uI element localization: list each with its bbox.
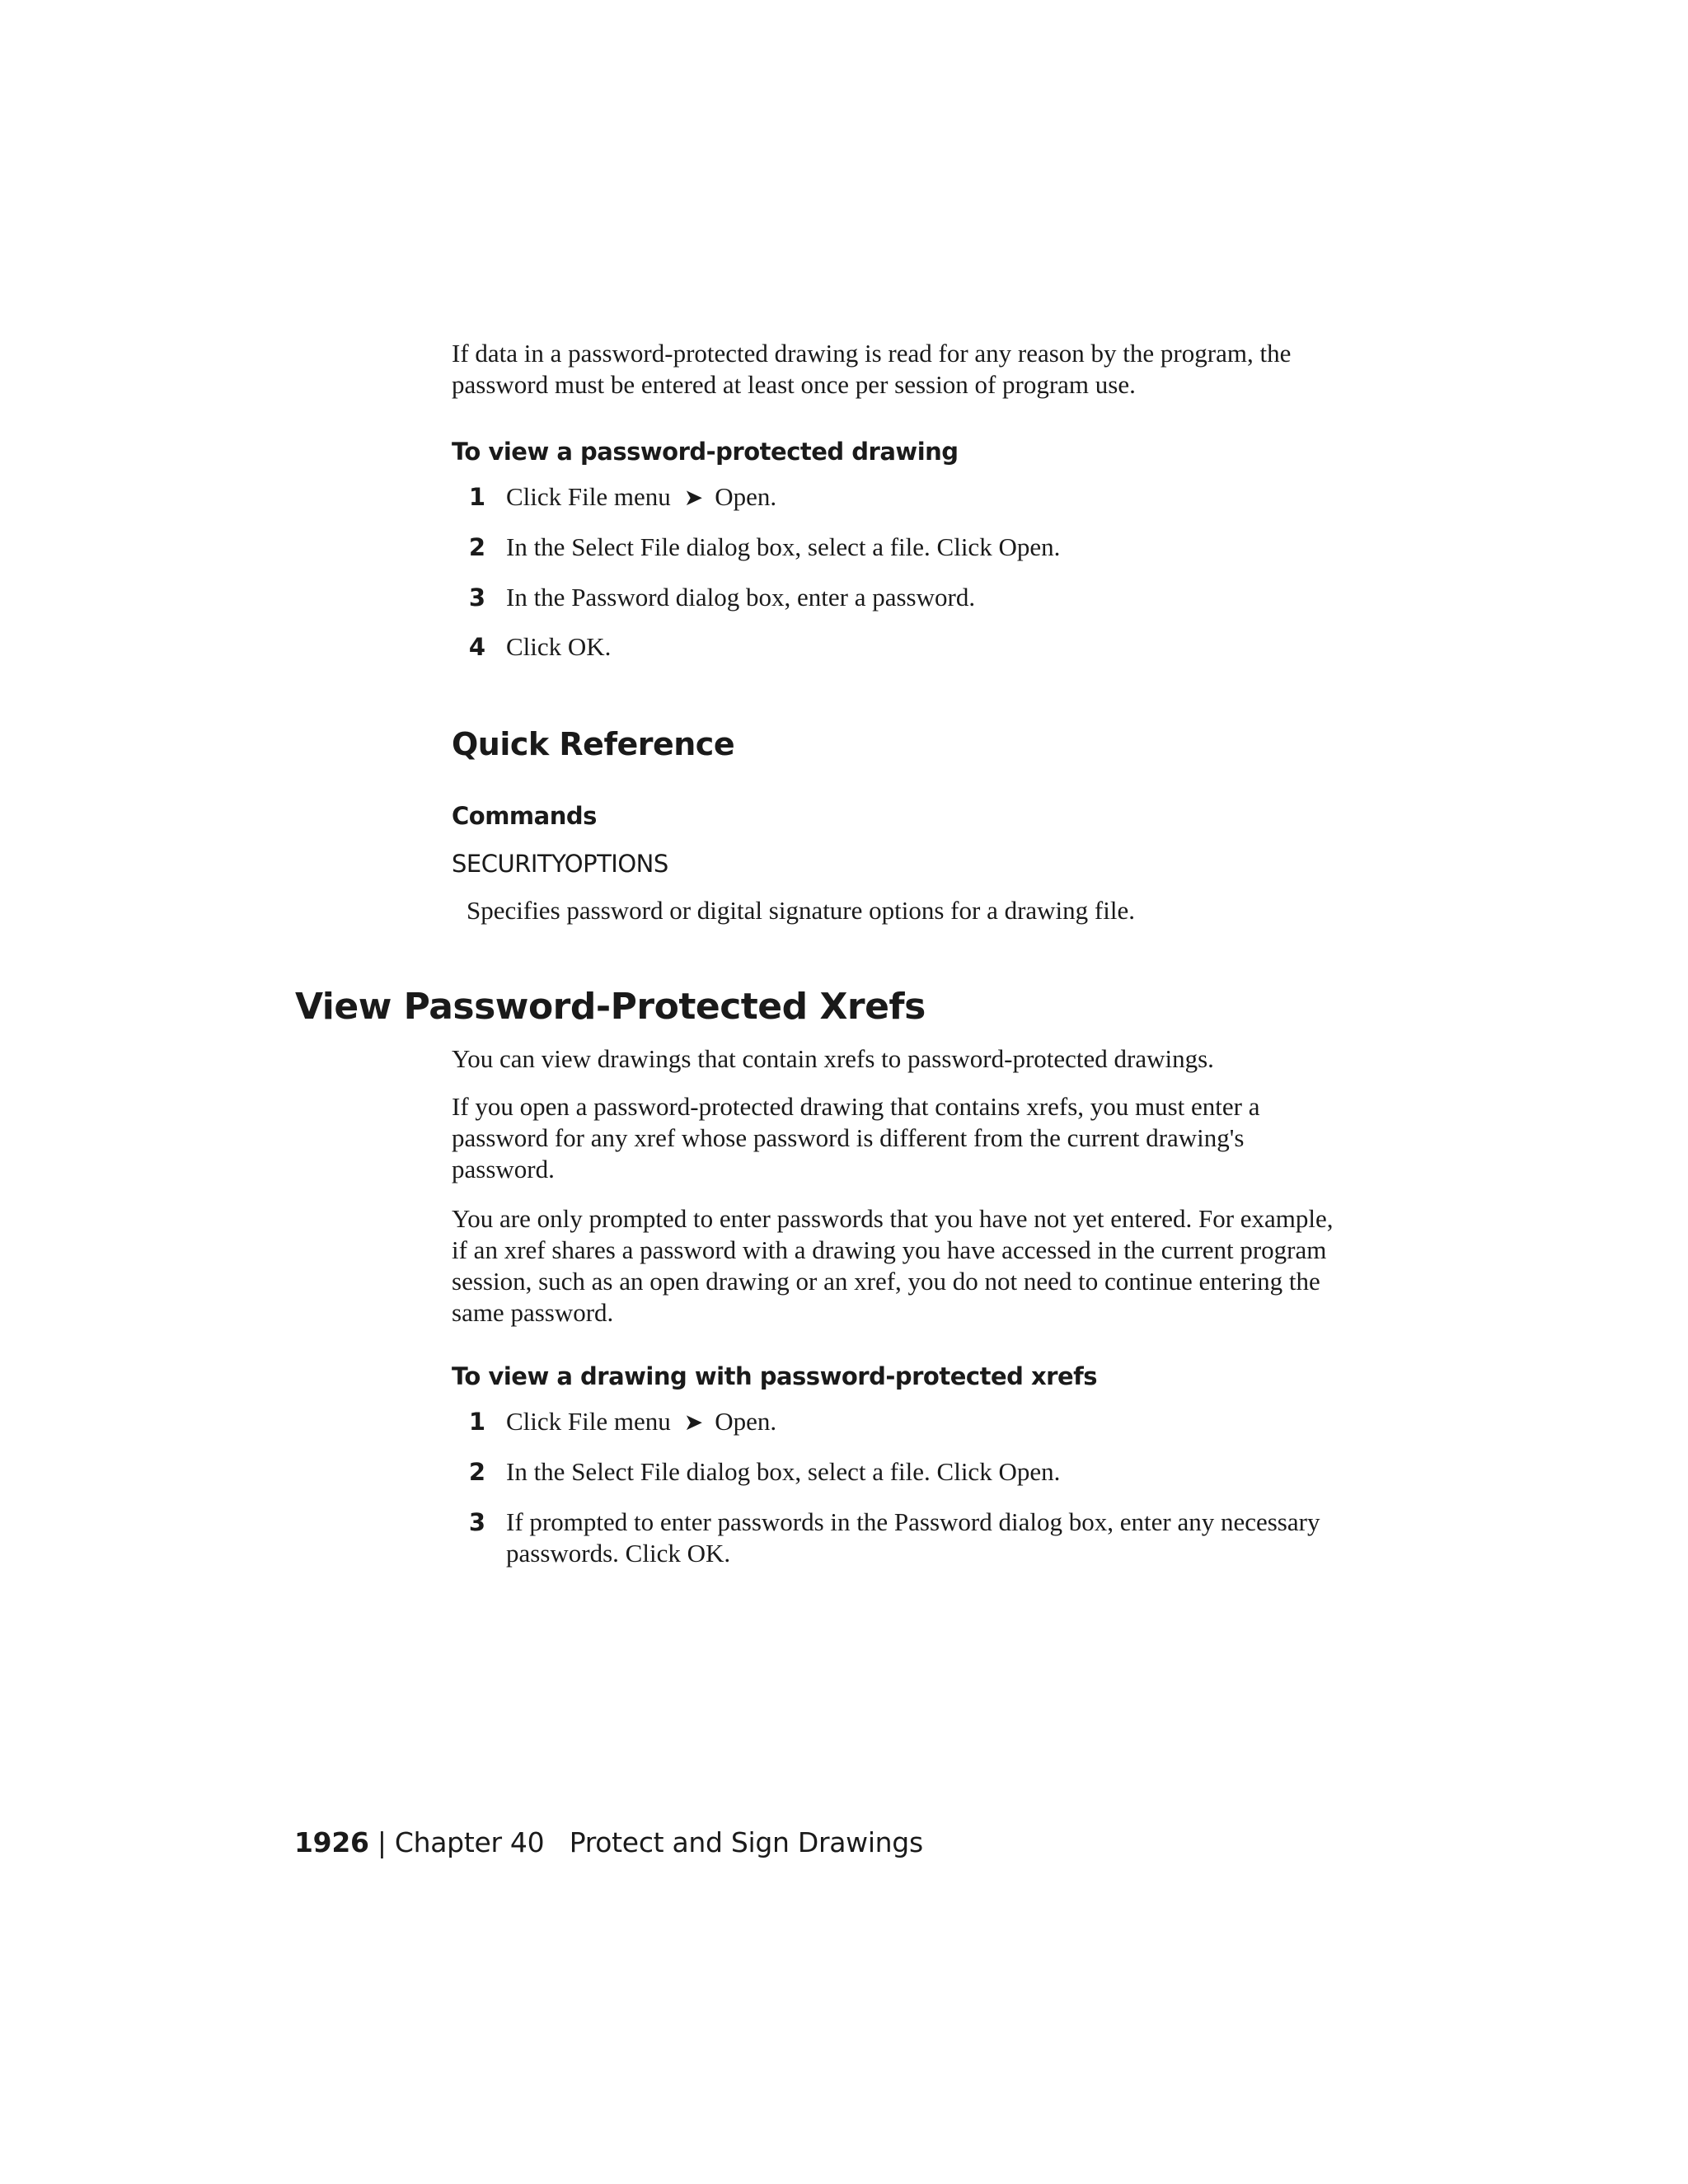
step-number: 1 (468, 1408, 486, 1436)
page-footer (294, 1826, 1366, 1859)
step-number: 2 (468, 1458, 486, 1486)
section-paragraph: You are only prompted to enter passwords that you have not yet entered. For example, if an xref shares a password with a drawing you have accessed in the current program session, such as an open drawing or an xref, you do not need to continue entering the same password. (452, 1204, 1334, 1327)
quick-reference-heading: Quick Reference (452, 726, 735, 762)
step-number: 2 (468, 533, 486, 561)
step-text: Click File menu ➤ Open. (506, 1406, 1347, 1438)
menu-arrow-icon: ➤ (683, 484, 704, 511)
procedure-title: To view a drawing with password-protected xrefs (452, 1362, 1098, 1390)
commands-heading: Commands (452, 802, 597, 830)
step-number: 1 (468, 483, 486, 511)
step-text: In the Password dialog box, enter a password. (506, 583, 976, 612)
step-text: In the Select File dialog box, select a file. Click Open. (506, 532, 1061, 561)
step-text: Click File menu ➤ Open. (506, 481, 1347, 513)
step-number: 4 (468, 633, 486, 661)
section-heading: View Password-Protected Xrefs (295, 986, 926, 1028)
page-number: 1926 (294, 1826, 369, 1858)
step-number: 3 (468, 583, 486, 612)
step-number: 3 (468, 1508, 486, 1536)
procedure-title: To view a password-protected drawing (452, 438, 959, 466)
section-paragraph: If you open a password-protected drawing that contains xrefs, you must enter a password for any xref whose password is different from the current drawing's password. (452, 1092, 1260, 1183)
menu-arrow-icon: ➤ (683, 1408, 704, 1436)
step-text: In the Select File dialog box, select a file. Click Open. (506, 1457, 1061, 1486)
step-text: Click OK. (506, 632, 612, 661)
intro-paragraph: If data in a password-protected drawing is read for any reason by the program, the password must be entered at least once per session of program use. (452, 339, 1292, 399)
footer-chapter-title: Protect and Sign Drawings (569, 1826, 923, 1858)
section-paragraph: You can view drawings that contain xrefs to password-protected drawings. (452, 1044, 1214, 1073)
footer-separator: | (377, 1826, 387, 1858)
command-description: Specifies password or digital signature options for a drawing file. (467, 896, 1135, 925)
command-name: SECURITYOPTIONS (452, 850, 668, 878)
footer-chapter: Chapter 40 (394, 1826, 545, 1858)
step-text: If prompted to enter passwords in the Password dialog box, enter any necessary passwords. Click OK. (506, 1507, 1320, 1568)
